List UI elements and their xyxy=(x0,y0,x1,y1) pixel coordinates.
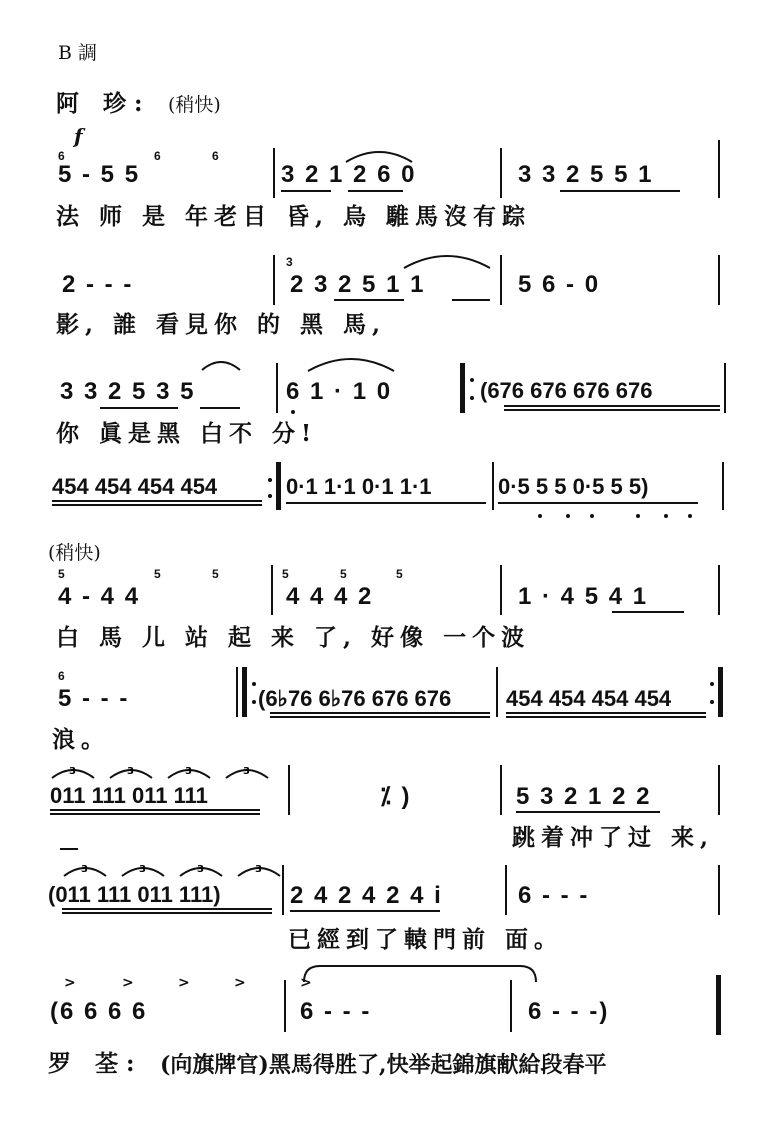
beam-underline xyxy=(50,809,260,811)
singer-name-a-zhen: 阿 珍: xyxy=(56,90,151,117)
beam-underline xyxy=(62,908,272,910)
measure-notes: 6 - - - xyxy=(518,882,590,909)
barline xyxy=(505,865,507,915)
beam-underline xyxy=(62,912,272,914)
stage-direction: (向旗牌官)黑馬得胜了,快举起錦旗献給段春平 xyxy=(160,1052,607,1078)
jianpu-score: B 調 阿 珍: (稍快) f 6 6 6 5 - 5 5 3 2 1 2 6 0 3 3 2 5 5 1 法 师 是 年老目 昏, 烏 騅馬沒有踪 2 - - - 3 2 3 2 5 1 1 5 6 - 0 影, 誰 看見你 的 黑 馬, 3 3 2 5 3 5 6 1 · 1 0 (676 676 676 676 你 眞是黑 白不 分! 454 454 454 454 0·1 1·1 0·1 1·1 0·5 5 5 0·5 5 5) (稍快) 5 5 5 4 - 4 4 5 5 5 4 4 4 2 1 · 4 5 4 1 白 馬 儿 站 起 来 了, 好像 一个波 6 5 - - - (6♭76 6♭76 676 676 454 454 454 454 浪。 3 3 3 3 011 111 011 111 ⁒ ) 5 3 2 1 2 2 跳着冲了过 来, 3 3 3 3 (011 111 011 111) 2 4 2 4 2 4 i 6 - - - 已經到了轅門前 面。 > > > > > (6 6 6 6 6 - - - 6 - - -) 罗 荃: (向旗牌官)黑馬得胜了,快举起錦旗献給段春平 xyxy=(0,0,772,1130)
measure-notes: 2 - - - xyxy=(62,271,134,298)
lyrics-line: 白 馬 儿 站 起 来 了, 好像 一个波 xyxy=(56,624,531,651)
lyrics-line: 跳着冲了过 来, xyxy=(512,824,715,851)
lyrics-line: 法 师 是 年老目 昏, 烏 騅馬沒有踪 xyxy=(56,203,532,230)
measure-notes: 3 3 2 5 3 5 xyxy=(60,378,196,405)
beam-underline xyxy=(286,502,486,504)
barline xyxy=(288,765,290,815)
beam-underline xyxy=(348,190,403,192)
barline xyxy=(500,255,502,305)
lyric-extender xyxy=(60,848,78,850)
measure-notes: 4 - 4 4 xyxy=(58,583,141,610)
measure-notes: (6 6 6 6 xyxy=(50,998,148,1025)
slur xyxy=(344,148,414,164)
beam-underline xyxy=(504,409,720,411)
measure-notes: 6 1 · 1 0 xyxy=(286,378,393,405)
beam-underline xyxy=(290,910,440,912)
triplet-marks xyxy=(60,862,280,878)
measure-notes: 2 4 2 4 2 4 i xyxy=(290,882,443,909)
svg-text:3: 3 xyxy=(139,864,146,875)
barline xyxy=(492,462,494,510)
beam-underline xyxy=(270,712,490,714)
svg-text:3: 3 xyxy=(185,766,192,777)
beam-underline xyxy=(612,611,684,613)
barline xyxy=(496,667,498,717)
barline xyxy=(276,363,278,413)
barline xyxy=(718,255,720,305)
key-signature: B 調 xyxy=(58,42,98,64)
barline xyxy=(282,865,284,915)
barline xyxy=(273,255,275,305)
beam-underline xyxy=(504,405,720,407)
measure-notes: 0·1 1·1 0·1 1·1 xyxy=(286,474,432,499)
lyrics-line: 影, 誰 看見你 的 黑 馬, xyxy=(56,311,387,338)
barline xyxy=(724,363,726,413)
measure-notes: 5 - - - xyxy=(58,685,130,712)
lyrics-line: 你 眞是黑 白不 分! xyxy=(56,420,318,447)
barline xyxy=(718,765,720,815)
final-barline xyxy=(716,975,721,1035)
beam-underline xyxy=(560,190,680,192)
barline xyxy=(236,667,238,717)
measure-notes: (6♭76 6♭76 676 676 xyxy=(258,686,452,711)
slur xyxy=(402,252,492,270)
repeat-barline xyxy=(242,667,247,717)
barline xyxy=(722,462,724,510)
barline xyxy=(271,565,273,615)
svg-text:3: 3 xyxy=(81,864,88,875)
repeat-barline xyxy=(460,363,465,413)
svg-text:3: 3 xyxy=(197,864,204,875)
barline xyxy=(500,148,502,198)
measure-notes: 2 3 2 5 1 1 xyxy=(290,271,426,298)
singer-name-luo-quan: 罗 荃: xyxy=(48,1050,143,1077)
repeat-barline xyxy=(718,667,723,717)
measure-notes: 3 2 1 2 6 0 xyxy=(281,161,417,188)
svg-text:3: 3 xyxy=(127,766,134,777)
barline xyxy=(500,565,502,615)
beam-underline xyxy=(52,500,262,502)
measure-notes: 3 3 2 5 5 1 xyxy=(518,161,654,188)
barline xyxy=(718,865,720,915)
barline xyxy=(510,980,512,1032)
lyrics-line: 浪。 xyxy=(52,726,110,753)
beam-underline xyxy=(452,299,490,301)
beam-underline xyxy=(334,299,404,301)
lyrics-line: 已經到了轅門前 面。 xyxy=(288,926,564,953)
tempo-marking: (稍快) xyxy=(168,94,221,116)
dynamic-marking: f xyxy=(74,124,83,148)
measure-notes: ⁒ ) xyxy=(380,783,412,810)
beam-underline xyxy=(506,712,706,714)
beam-underline xyxy=(498,502,698,504)
repeat-barline xyxy=(276,462,281,510)
measure-notes: 5 6 - 0 xyxy=(518,271,601,298)
tie xyxy=(300,960,540,984)
svg-text:3: 3 xyxy=(243,766,250,777)
measure-notes: (676 676 676 676 xyxy=(480,378,653,403)
triplet-marks xyxy=(48,764,268,780)
beam-underline xyxy=(200,407,240,409)
tempo-marking: (稍快) xyxy=(48,542,101,564)
measure-notes: 6 - - - xyxy=(300,998,372,1025)
beam-underline xyxy=(516,811,660,813)
measure-notes: (011 111 011 111) xyxy=(48,882,221,907)
slur xyxy=(306,355,396,373)
measure-notes: 5 3 2 1 2 2 xyxy=(516,783,652,810)
barline xyxy=(273,148,275,198)
barline xyxy=(718,565,720,615)
beam-underline xyxy=(100,407,178,409)
beam-underline xyxy=(50,813,260,815)
measure-notes: 4 4 4 2 xyxy=(286,583,374,610)
measure-notes: 011 111 011 111 xyxy=(50,783,208,808)
barline xyxy=(284,980,286,1032)
measure-notes: 0·5 5 5 0·5 5 5) xyxy=(498,474,649,499)
measure-notes: 454 454 454 454 xyxy=(506,686,672,711)
measure-notes: 454 454 454 454 xyxy=(52,474,218,499)
measure-notes: 5 - 5 5 xyxy=(58,161,141,188)
slur xyxy=(200,358,242,372)
barline xyxy=(500,765,502,815)
measure-notes: 1 · 4 5 4 1 xyxy=(518,583,649,610)
svg-text:3: 3 xyxy=(255,864,262,875)
beam-underline xyxy=(270,716,490,718)
beam-underline xyxy=(506,716,706,718)
beam-underline xyxy=(281,190,331,192)
barline xyxy=(718,140,720,198)
beam-underline xyxy=(52,504,262,506)
svg-text:3: 3 xyxy=(69,766,76,777)
measure-notes: 6 - - -) xyxy=(528,998,610,1025)
